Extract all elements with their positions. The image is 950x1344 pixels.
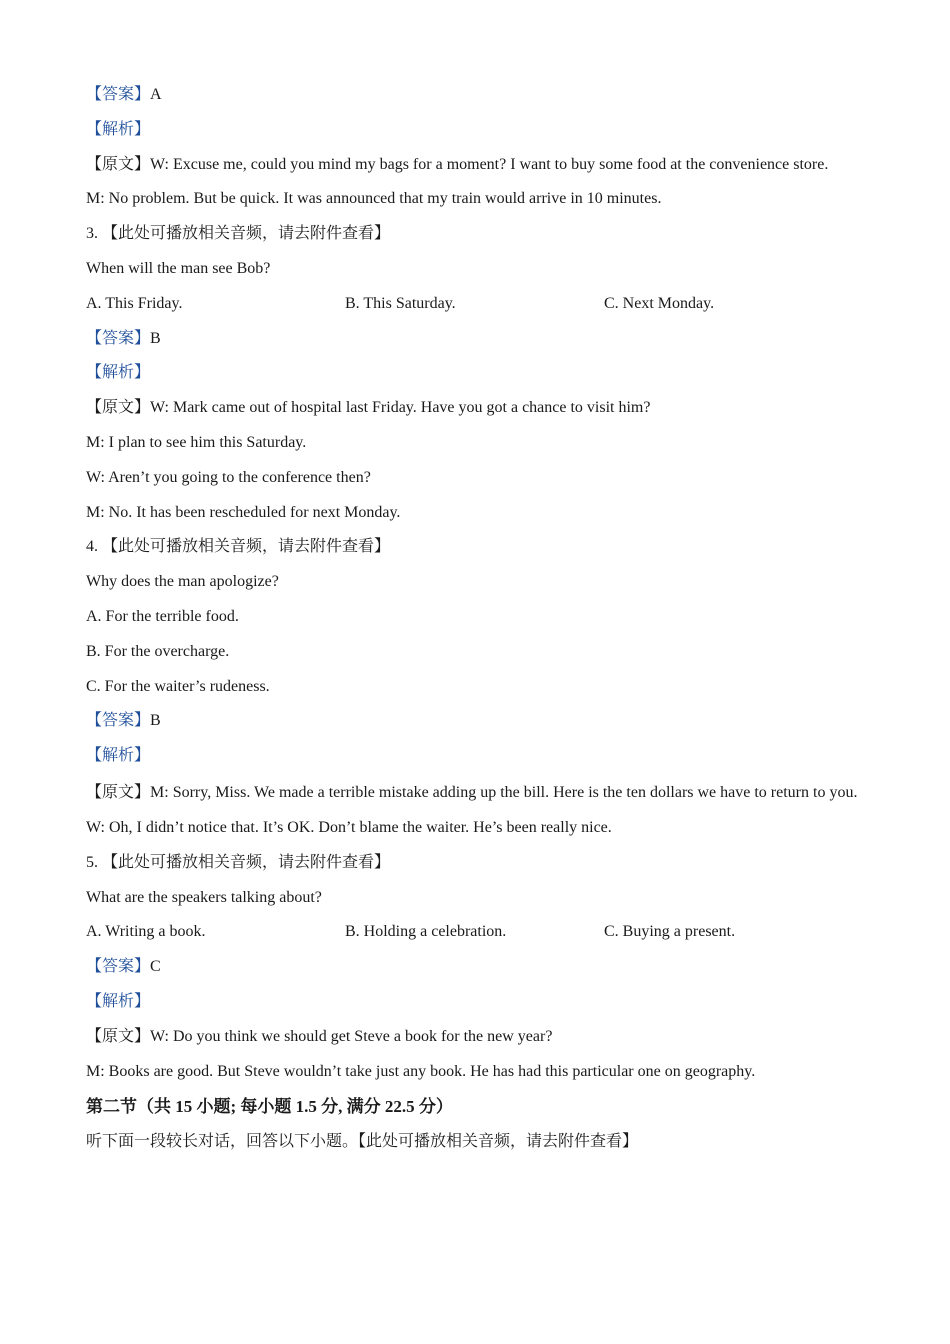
q4-transcript-line: 【原文】M: Sorry, Miss. We made a terrible mistake adding up the bill. Here is the ten dollars we have to return to you. <box>86 783 858 801</box>
analysis-tag: 【解析】 <box>86 747 151 765</box>
q2-answer <box>86 78 876 113</box>
q3-transcript-line: M: No. It has been rescheduled for next Monday. <box>86 503 401 521</box>
q5-analysis <box>86 985 876 1020</box>
answer-value: B <box>150 329 161 347</box>
original-tag: 【原文】 <box>86 1027 151 1045</box>
q4-question: Why does the man apologize? <box>86 573 279 591</box>
q5-question: What are the speakers talking about? <box>86 888 322 906</box>
q4-option-c: C. For the waiter’s rudeness. <box>86 677 270 695</box>
q4-header: 4. 【此处可播放相关音频，请去附件查看】 <box>86 538 391 556</box>
original-tag: 【原文】 <box>86 783 151 801</box>
q5-transcript-line: M: Books are good. But Steve wouldn’t take just any book. He has had this particular one on geography. <box>86 1062 756 1080</box>
answer-value: C <box>150 958 161 976</box>
option-a: A. Writing a book. <box>86 923 206 941</box>
option-b: B. Holding a celebration. <box>345 923 507 941</box>
section-instruction: 听下面一段较长对话，回答以下小题。【此处可播放相关音频，请去附件查看】 <box>86 1133 639 1151</box>
q4-option-b: B. For the overcharge. <box>86 642 230 660</box>
q3-transcript-line: W: Aren’t you going to the conference then? <box>86 468 371 486</box>
q5-options <box>86 915 876 950</box>
q3-header: 3. 【此处可播放相关音频，请去附件查看】 <box>86 225 391 243</box>
analysis-tag: 【解析】 <box>86 120 151 138</box>
option-c: C. Next Monday. <box>604 294 715 312</box>
option-c: C. Buying a present. <box>604 923 736 941</box>
answer-value: B <box>150 712 161 730</box>
q3-question: When will the man see Bob? <box>86 259 271 277</box>
q3-analysis <box>86 356 876 391</box>
q3-transcript-line: M: I plan to see him this Saturday. <box>86 433 307 451</box>
q5-transcript-line: 【原文】W: Do you think we should get Steve a book for the new year? <box>86 1027 553 1045</box>
q3-options <box>86 287 876 322</box>
q5-answer <box>86 950 876 985</box>
answer-value: A <box>150 86 162 103</box>
answer-tag: 【答案】 <box>86 329 151 347</box>
q5-header: 5. 【此处可播放相关音频，请去附件查看】 <box>86 853 391 871</box>
q3-answer <box>86 322 876 357</box>
q4-transcript-line: W: Oh, I didn’t notice that. It’s OK. Don’t blame the waiter. He’s been really nice. <box>86 818 612 836</box>
answer-tag: 【答案】 <box>86 712 151 730</box>
section-title: 第二节（共 15 小题; 每小题 1.5 分, 满分 22.5 分） <box>86 1097 453 1117</box>
q4-analysis <box>86 739 876 774</box>
analysis-tag: 【解析】 <box>86 364 151 382</box>
analysis-tag: 【解析】 <box>86 992 151 1010</box>
q4-answer <box>86 704 876 739</box>
original-tag: 【原文】 <box>86 399 151 417</box>
answer-tag: 【答案】 <box>86 958 151 976</box>
original-tag: 【原文】 <box>86 155 151 173</box>
option-b: B. This Saturday. <box>345 294 456 312</box>
q2-transcript-line: 【原文】W: Excuse me, could you mind my bags for a moment? I want to buy some food at the convenience store. <box>86 155 829 173</box>
q4-option-a: A. For the terrible food. <box>86 607 239 625</box>
q2-transcript-line: M: No problem. But be quick. It was announced that my train would arrive in 10 minutes. <box>86 190 662 208</box>
answer-tag: 【答案】 <box>86 86 151 103</box>
document-page <box>86 78 876 1160</box>
q3-transcript-line: 【原文】W: Mark came out of hospital last Friday. Have you got a chance to visit him? <box>86 399 651 417</box>
q2-analysis <box>86 113 876 148</box>
option-a: A. This Friday. <box>86 294 183 312</box>
